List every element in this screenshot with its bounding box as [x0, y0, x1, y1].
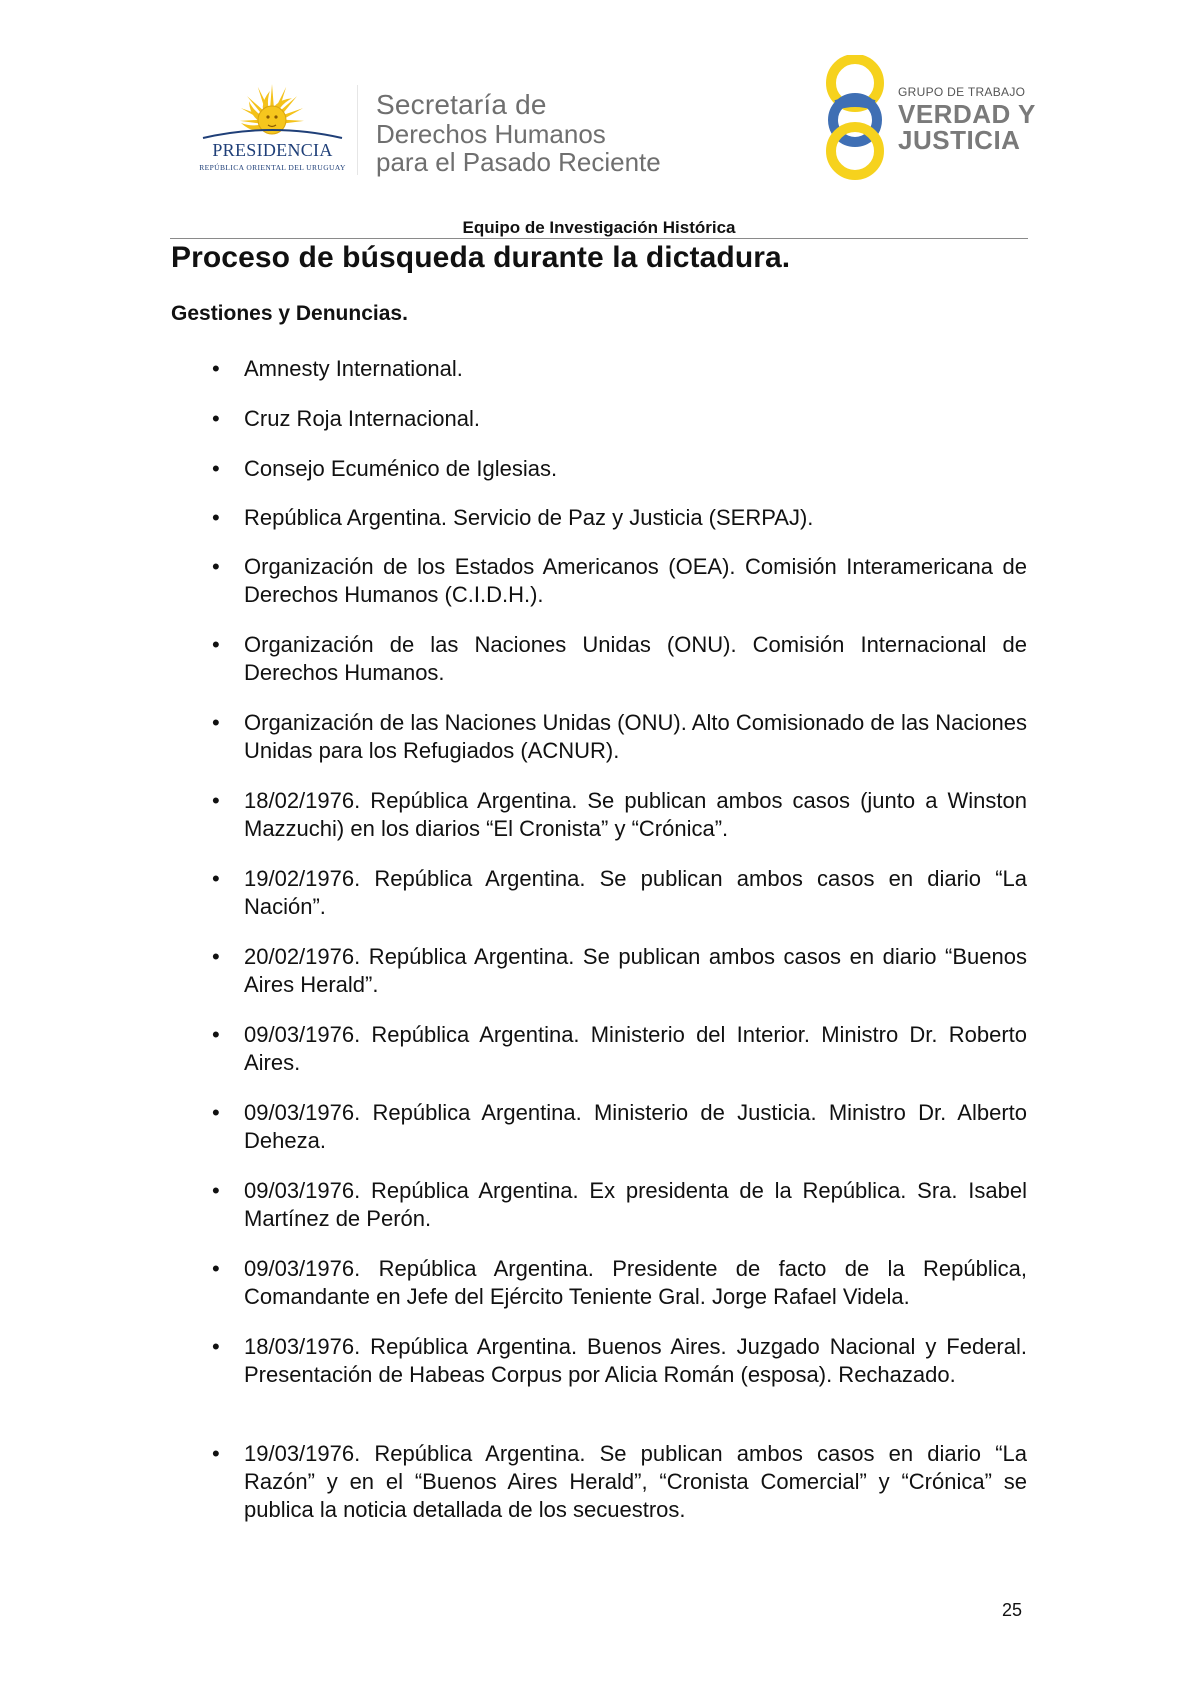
- list-item-text: Cruz Roja Internacional.: [244, 406, 481, 431]
- bullet-icon: •: [212, 356, 220, 381]
- rings-emblem-icon: [822, 55, 892, 180]
- team-header: Equipo de Investigación Histórica: [462, 218, 736, 237]
- bullet-icon: •: [212, 1022, 220, 1047]
- bullet-icon: •: [212, 1178, 220, 1203]
- secretaria-line-3: para el Pasado Reciente: [376, 147, 661, 177]
- bullet-icon: •: [212, 1334, 220, 1359]
- list-item-text: 19/03/1976. República Argentina. Se publican ambos casos en diario “La Razón” y en el “Buenos Aires Herald”, “Cronista Comercial” y “Crónica” se publica la noticia detallada de los secuestros.: [244, 1441, 1027, 1522]
- bullet-icon: •: [212, 788, 220, 813]
- list-item-text: 09/03/1976. República Argentina. Ministerio de Justicia. Ministro Dr. Alberto Deheza.: [244, 1100, 1027, 1153]
- bullet-icon: •: [212, 406, 220, 431]
- bullet-icon: •: [212, 866, 220, 891]
- list-item-text: 18/03/1976. República Argentina. Buenos Aires. Juzgado Nacional y Federal. Presentación de Habeas Corpus por Alicia Román (esposa). Rechazado.: [244, 1334, 1027, 1387]
- bullet-icon: •: [212, 944, 220, 969]
- bullet-icon: •: [212, 1441, 220, 1466]
- justicia-label: JUSTICIA: [898, 125, 1021, 155]
- list-item-text: Amnesty International.: [244, 356, 463, 381]
- presidencia-title: PRESIDENCIA: [212, 140, 333, 160]
- grupo-trabajo-label: GRUPO DE TRABAJO: [898, 85, 1026, 99]
- list-item-text: 19/02/1976. República Argentina. Se publican ambos casos en diario “La Nación”.: [244, 866, 1027, 919]
- presidencia-subtitle: REPÚBLICA ORIENTAL DEL URUGUAY: [199, 163, 346, 172]
- page-title: Proceso de búsqueda durante la dictadura.: [171, 241, 791, 274]
- bullet-icon: •: [212, 632, 220, 657]
- presidencia-logo: [195, 80, 350, 175]
- bullet-icon: •: [212, 1256, 220, 1281]
- secretaria-line-2: Derechos Humanos: [376, 119, 606, 149]
- secretaria-logo-text: [376, 90, 661, 176]
- bullet-icon: •: [212, 456, 220, 481]
- header-rule: [170, 238, 1028, 239]
- page-header: [0, 0, 1190, 200]
- verdad-label: VERDAD Y: [898, 99, 1036, 129]
- list-item-text: Organización de los Estados Americanos (OEA). Comisión Interamericana de Derechos Humanos (C.I.D.H.).: [244, 554, 1027, 607]
- list-item-text: 18/02/1976. República Argentina. Se publican ambos casos (junto a Winston Mazzuchi) en los diarios “El Cronista” y “Crónica”.: [244, 788, 1027, 841]
- bullet-icon: •: [212, 1100, 220, 1125]
- page-number: 25: [1002, 1600, 1023, 1620]
- bullet-icon: •: [212, 710, 220, 735]
- verdad-justicia-logo: [822, 55, 1036, 180]
- list-item-text: Organización de las Naciones Unidas (ONU). Comisión Internacional de Derechos Humanos.: [244, 632, 1027, 685]
- bullet-icon: •: [212, 554, 220, 579]
- list-item-text: 09/03/1976. República Argentina. Ex presidenta de la República. Sra. Isabel Martínez de Perón.: [244, 1178, 1027, 1231]
- secretaria-line-1: Secretaría de: [376, 89, 547, 120]
- section-title: Gestiones y Denuncias.: [171, 302, 408, 325]
- list-item-text: 20/02/1976. República Argentina. Se publican ambos casos en diario “Buenos Aires Herald”.: [244, 944, 1027, 997]
- list-item-text: Consejo Ecuménico de Iglesias.: [244, 456, 558, 481]
- list-item-text: Organización de las Naciones Unidas (ONU). Alto Comisionado de las Naciones Unidas para los Refugiados (ACNUR).: [244, 710, 1027, 763]
- list-item-text: 09/03/1976. República Argentina. Ministerio del Interior. Ministro Dr. Roberto Aires.: [244, 1022, 1027, 1075]
- list-item-text: República Argentina. Servicio de Paz y Justicia (SERPAJ).: [244, 505, 814, 530]
- bullet-icon: •: [212, 505, 220, 530]
- sun-emblem-icon: [195, 80, 350, 142]
- list-item-text: 09/03/1976. República Argentina. Presidente de facto de la República, Comandante en Jefe del Ejército Teniente Gral. Jorge Rafael Videla.: [244, 1256, 1027, 1309]
- logo-divider: [357, 85, 358, 175]
